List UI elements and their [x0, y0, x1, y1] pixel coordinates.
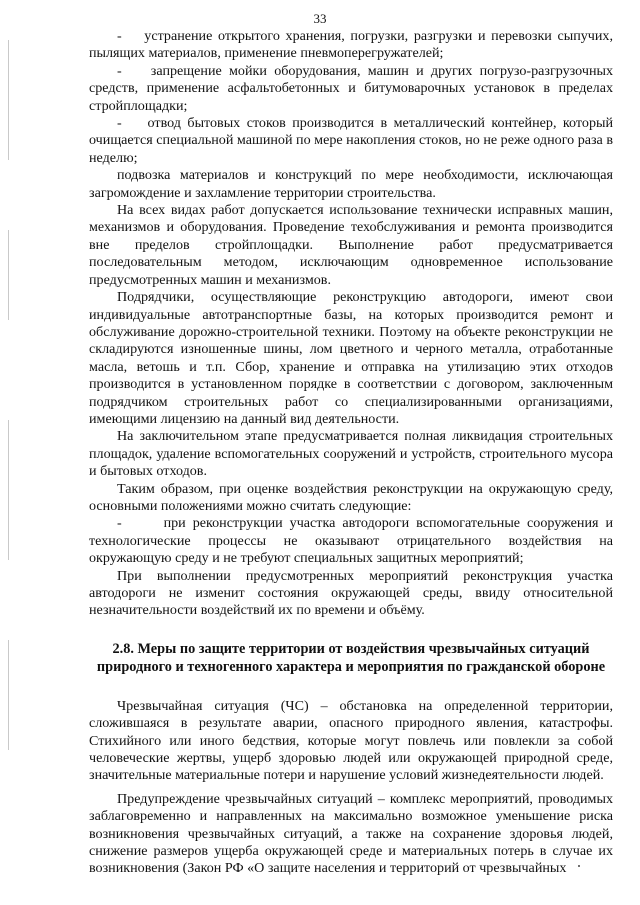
paragraph: На всех видах работ допускается использование технически исправных машин, механизмов и оборудования. Проведение техобслуживания и ремонта производится вне пределов стройплощадки. Выполнение работ предусматривается последовательным методом, исключающим одновременное использование предусмотренных машин и механизмов. — [89, 202, 613, 288]
section-heading: 2.8. Меры по защите территории от воздействия чрезвычайных ситуаций природного и техногенного характера и мероприятия по гражданской обороне — [96, 640, 606, 675]
scan-speck — [578, 865, 580, 867]
scan-margin-marks — [6, 0, 12, 905]
page-number: 33 — [313, 11, 327, 26]
paragraph: Подрядчики, осуществляющие реконструкцию автодороги, имеют свои индивидуальные автотранспортные базы, на которых производится ремонт и обслуживание дорожно-строительной техники. Поэтому на объекте реконструкции не складируются изношенные шины, лом цветного и черного металла, отработанные масла, ветошь и т.п. Сбор, хранение и отправка на утилизацию этих отходов производится в установленном порядке в соответствии с договором, заключенным подрядчиком строительных работ со специализированными организациями, имеющими лицензию на данный вид деятельности. — [89, 289, 613, 427]
page-body — [89, 28, 613, 878]
paragraph: При выполнении предусмотренных мероприятий реконструкция участка автодороги не изменит состояния окружающей среды, ввиду относительной незначительности воздействий их по времени и объёму. — [89, 567, 613, 619]
paragraph: - отвод бытовых стоков производится в металлический контейнер, который очищается специальной машиной по мере накопления стоков, но не реже одного раза в неделю; — [89, 115, 613, 166]
paragraph: Чрезвычайная ситуация (ЧС) – обстановка на определенной территории, сложившаяся в результате аварии, опасного природного явления, катастрофы. Стихийного или иного бедствия, которые могут повлечь или повлекли за собой человеческие жертвы, ущерб здоровью людей или окружающей природной среде, значительные материальные потери и нарушение условий жизнедеятельности людей. — [89, 697, 613, 784]
paragraph: - при реконструкции участка автодороги вспомогательные сооружения и технологические процессы не оказывают отрицательного воздействия на окружающую среду и не требуют специальных защитных мероприятий; — [89, 515, 613, 567]
paragraph: подвозка материалов и конструкций по мере необходимости, исключающая загромождение и захламление территории строительства. — [89, 167, 613, 201]
paragraph: Предупреждение чрезвычайных ситуаций – комплекс мероприятий, проводимых заблаговременно и направленных на максимально возможное уменьшение риска возникновения чрезвычайных ситуаций, а также на сохранение здоровья людей, снижение размеров ущерба окружающей среде и материальных потерь в случае их возникновения (Закон РФ «О защите населения и территорий от чрезвычайных — [89, 790, 613, 877]
paragraph: - устранение открытого хранения, погрузки, разгрузки и перевозки сыпучих, пылящих материалов, применение пневмоперегружателей; — [89, 28, 613, 62]
paragraph: - запрещение мойки оборудования, машин и других погрузо-разгрузочных средств, применение асфальтобетонных и битумоварочных установок в пределах стройплощадки; — [89, 62, 613, 114]
paragraph: На заключительном этапе предусматривается полная ликвидация строительных площадок, удаление вспомогательных сооружений и устройств, строительного мусора и бытовых отходов. — [89, 428, 613, 480]
paragraph: Таким образом, при оценке воздействия реконструкции на окружающую среду, основными положениями можно считать следующие: — [89, 480, 613, 514]
